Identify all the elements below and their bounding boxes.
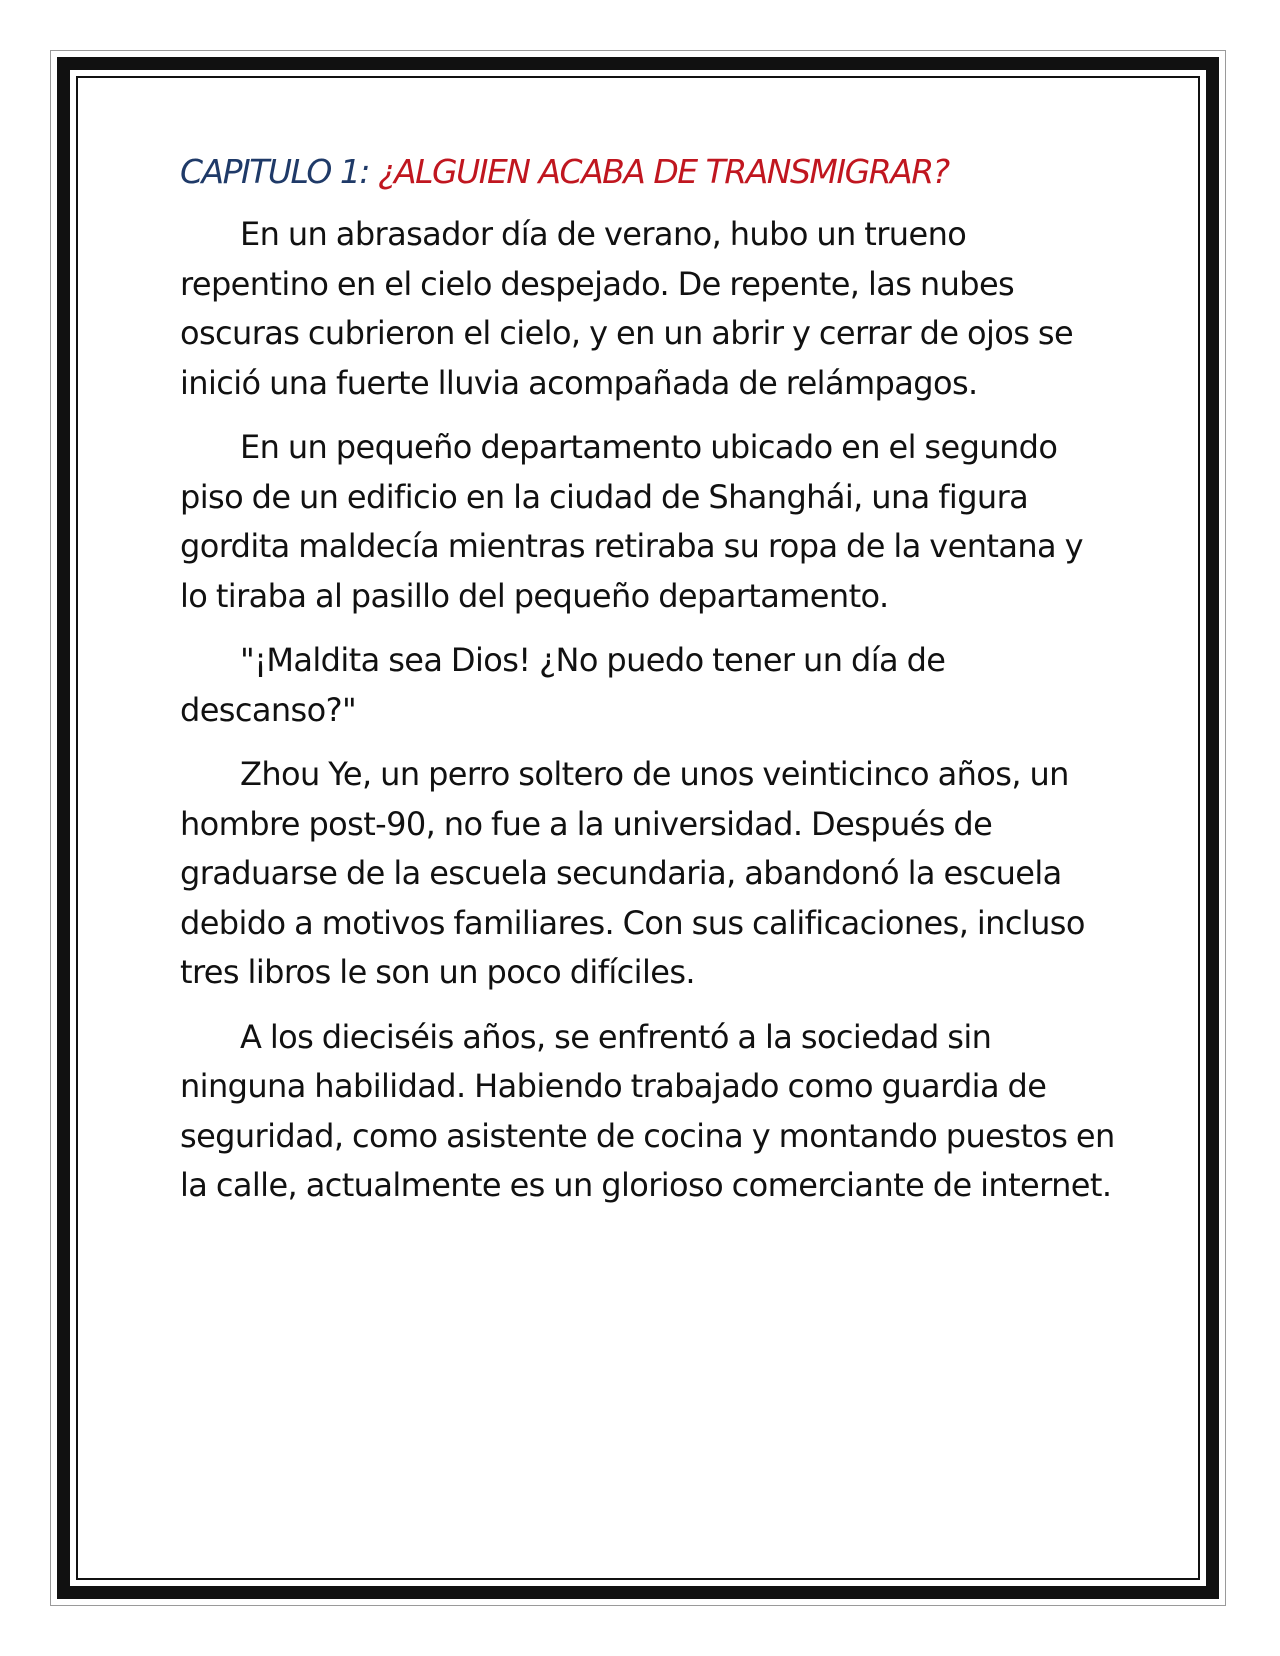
paragraph-1: En un abrasador día de verano, hubo un trueno repentino en el cielo despejado. De repente, las nubes oscuras cubrieron el cielo, y en un abrir y cerrar de ojos se inició una fuerte lluvia acompañada de relámpagos. xyxy=(180,215,1074,402)
paragraph-5: A los dieciséis años, se enfrentó a la sociedad sin ninguna habilidad. Habiendo trabajado como guardia de seguridad, como asistente de cocina y montando puestos en la calle, actualmente es un glorioso comerciante de internet. xyxy=(180,1017,1115,1204)
page-content xyxy=(180,148,1115,1226)
paragraph-3: "¡Maldita sea Dios! ¿No puedo tener un día de descanso?" xyxy=(180,641,946,729)
chapter-title xyxy=(180,148,1115,196)
paragraph-4: Zhou Ye, un perro soltero de unos veinticinco años, un hombre post-90, no fue a la universidad. Después de graduarse de la escuela secundaria, abandonó la escuela debido a motivos familiares. Con sus calificaciones, incluso tres libros le son un poco difíciles. xyxy=(180,755,1085,991)
chapter-label: CAPITULO 1: xyxy=(180,152,370,191)
chapter-name: ¿ALGUIEN ACABA DE TRANSMIGRAR? xyxy=(378,152,949,191)
paragraph-2: En un pequeño departamento ubicado en el segundo piso de un edificio en la ciudad de Shanghái, una figura gordita maldecía mientras retiraba su ropa de la ventana y lo tiraba al pasillo del pequeño departamento. xyxy=(180,428,1083,615)
